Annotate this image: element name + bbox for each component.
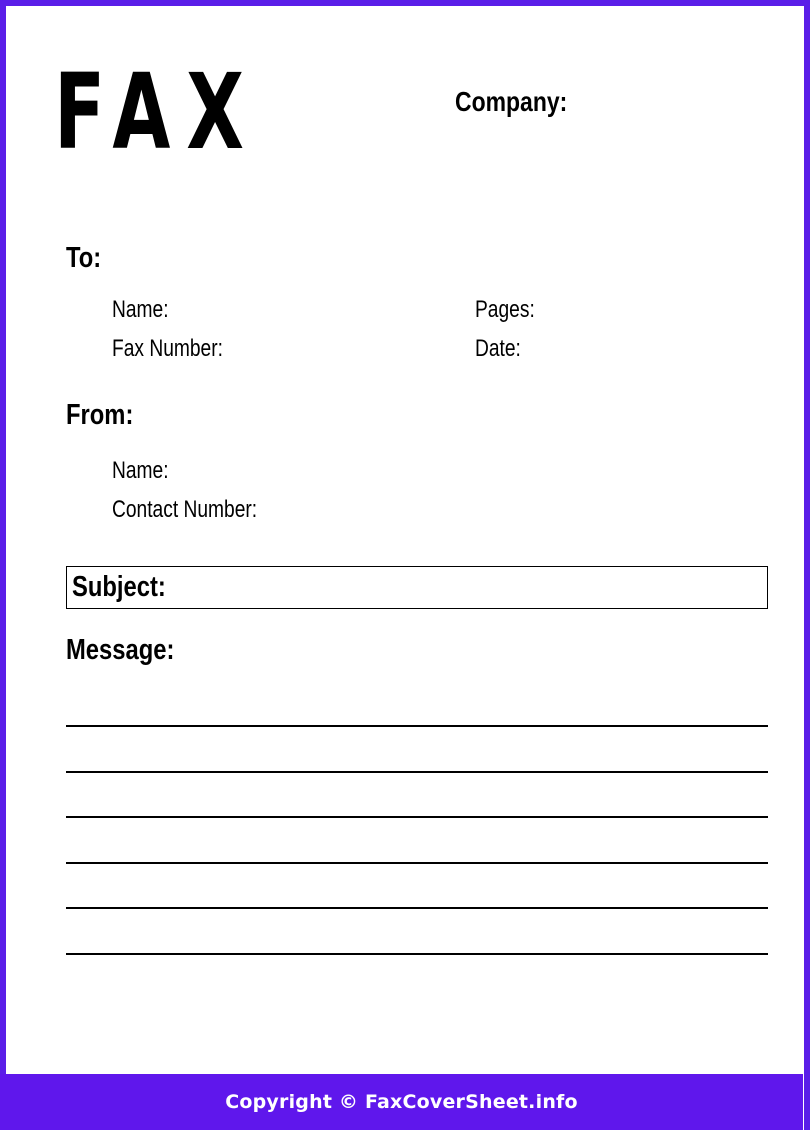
message-blank-line — [66, 725, 768, 727]
to-name-label: Name: — [112, 296, 169, 323]
to-fax-number-label: Fax Number: — [112, 335, 223, 362]
company-label: Company: — [455, 86, 568, 117]
to-heading: To: — [66, 242, 102, 274]
message-blank-line — [66, 816, 768, 818]
subject-box — [66, 566, 768, 609]
pages-label: Pages: — [475, 296, 535, 323]
message-blank-line — [66, 771, 768, 773]
message-blank-line — [66, 862, 768, 864]
from-contact-number-label: Contact Number: — [112, 496, 258, 523]
message-blank-line — [66, 953, 768, 955]
message-blank-line — [66, 907, 768, 909]
from-name-label: Name: — [112, 457, 169, 484]
date-label: Date: — [475, 335, 521, 362]
message-heading: Message: — [66, 634, 175, 666]
fax-title: FAX — [54, 51, 260, 173]
copyright-text: Copyright © FaxCoverSheet.info — [225, 1091, 578, 1113]
from-heading: From: — [66, 399, 134, 431]
subject-label: Subject: — [72, 571, 166, 603]
footer-bar — [0, 1074, 803, 1130]
